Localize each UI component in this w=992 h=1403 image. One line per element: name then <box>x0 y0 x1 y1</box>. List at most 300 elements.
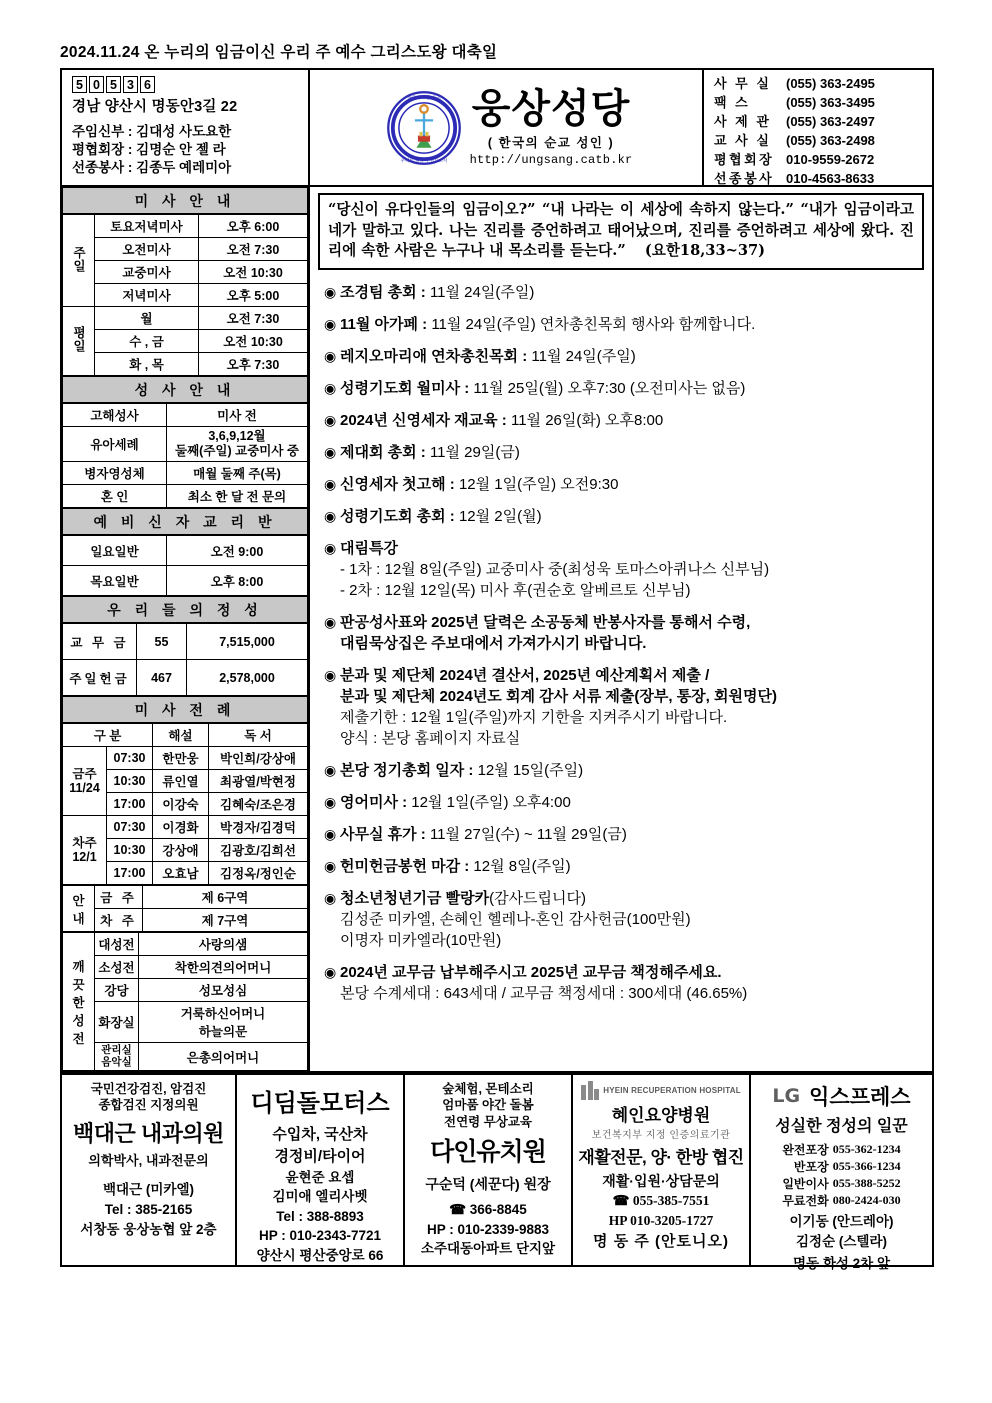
parish-title-block <box>310 70 704 185</box>
mass-time: 오전 7:30 <box>199 307 308 330</box>
left-info-column <box>62 187 310 1071</box>
ad-business-name: 혜인요양병원 <box>611 1106 711 1126</box>
usher-when: 차 주 <box>95 909 143 932</box>
offering-amount: 2,578,000 <box>187 660 308 696</box>
announcement-subline: 양식 : 본당 홈페이지 자료실 <box>340 730 521 748</box>
announcement-detail: (감사드립니다) <box>489 890 587 908</box>
cleaning-table <box>62 932 308 1071</box>
offering-amount: 7,515,000 <box>187 624 308 660</box>
announcement-detail: 11월 27일(수) ~ 11월 29일(금) <box>429 826 627 844</box>
rate-label: 무료전화 <box>782 1194 829 1209</box>
catechism-label: 목요일반 <box>63 566 167 596</box>
table-row <box>63 660 308 696</box>
gospel-quote-box <box>318 193 924 270</box>
contact-label: 평협회장 <box>714 151 775 167</box>
liturgy-table <box>62 723 308 885</box>
rate-phone: 055-388-5252 <box>832 1176 901 1191</box>
catechism-value: 오전 9:00 <box>167 536 308 566</box>
table-row <box>63 261 308 284</box>
bullet-icon: ◉ <box>324 794 337 811</box>
liturgy-col-commentator: 해설 <box>153 724 209 747</box>
weekday-label: 평일 <box>63 307 95 376</box>
list-item <box>324 824 922 845</box>
parish-staff-list <box>72 123 308 176</box>
table-row <box>63 886 308 909</box>
announcement-body <box>340 282 534 303</box>
announcement-body <box>340 665 777 749</box>
mass-time: 오전 7:30 <box>199 238 308 261</box>
bullet-icon: ◉ <box>324 826 337 843</box>
announcement-title: 조경팀 총회 : <box>340 284 430 302</box>
announcement-body <box>340 792 571 813</box>
zip-digit: 3 <box>123 76 138 93</box>
liturgy-col-division: 구 분 <box>63 724 153 747</box>
bullet-icon: ◉ <box>324 540 337 557</box>
announcement-detail: 12월 1일(주일) 오전9:30 <box>458 476 619 494</box>
svg-text:한국의 모든 순교: 한국의 모든 순교 <box>406 95 441 101</box>
contact-value: (055) 363-2495 <box>786 76 875 91</box>
liturgy-commentator: 류인열 <box>153 770 209 793</box>
announcement-subline: 김성준 미카엘, 손혜인 헬레나-혼인 감사헌금(100만원) <box>340 911 691 929</box>
ad-baekdaegeun-clinic[interactable] <box>62 1075 237 1265</box>
liturgy-time: 07:30 <box>107 747 153 770</box>
ad-logo-row <box>754 1081 929 1111</box>
parish-address: 경남 양산시 명동안3길 22 <box>72 99 238 115</box>
week-date: 12/1 <box>72 850 97 864</box>
catechism-label: 일요일반 <box>63 536 167 566</box>
parish-website-link[interactable]: http://ungsang.catb.kr <box>469 152 633 167</box>
liturgy-readers: 김정옥/정인순 <box>209 862 308 885</box>
announcement-title: 성령기도회 월미사 : <box>340 380 474 398</box>
table-row <box>63 404 308 427</box>
contact-label: 교 사 실 <box>714 132 772 148</box>
announcement-subline: 대림묵상집은 주보대에서 가져가시기 바랍니다. <box>340 635 647 653</box>
announcement-subline: 제출기한 : 12월 1일(주일)까지 기한을 지켜주시기 바랍니다. <box>340 709 728 727</box>
list-item <box>324 792 922 813</box>
cleaning-group-line2: 하늘의문 <box>198 1025 248 1039</box>
mass-name: 화 , 목 <box>95 353 199 376</box>
announcement-detail: 11월 29일(금) <box>429 444 520 462</box>
table-row <box>63 536 308 566</box>
announcement-title: 2024년 교무금 납부해주시고 2025년 교무금 책정해주세요. <box>340 964 722 982</box>
cleaning-group: 성모성심 <box>139 979 308 1002</box>
bullet-icon: ◉ <box>324 316 337 333</box>
staff-line: 주임신부 : 김대성 사도요한 <box>72 124 232 139</box>
liturgy-readers: 박인희/강상애 <box>209 747 308 770</box>
usher-zone: 제 6구역 <box>143 886 308 909</box>
table-row <box>63 566 308 596</box>
table-row <box>63 1043 308 1071</box>
ad-certification: 보건복지부 지정 인증의료기관 <box>591 1130 731 1142</box>
masthead <box>62 70 932 185</box>
ad-service-line1: 수입차, 국산차 <box>272 1126 368 1144</box>
staff-line: 선종봉사 : 김종두 예레미아 <box>72 159 232 175</box>
offering-table <box>62 623 308 696</box>
rate-label: 완전포장 <box>782 1143 829 1158</box>
contact-label: 선종봉사 <box>714 170 775 186</box>
offering-label: 교 무 금 <box>63 624 137 660</box>
catechism-table <box>62 535 308 596</box>
ad-mobile: HP : 010-2339-9883 <box>426 1221 550 1237</box>
list-item <box>324 856 922 877</box>
sacrament-value: 최소 한 달 전 문의 <box>167 485 308 508</box>
cleaning-place: 관리실 음악실 <box>95 1043 139 1071</box>
announcement-detail: 12월 1일(주일) 오후4:00 <box>411 794 571 812</box>
zip-digit: 0 <box>89 76 104 93</box>
contact-row <box>714 170 875 189</box>
mass-name: 토요저녁미사 <box>95 215 199 238</box>
ad-contact-person1: 윤현준 요셉 <box>285 1169 355 1185</box>
sacrament-label: 혼 인 <box>63 485 167 508</box>
announcement-detail: 12월 2일(월) <box>458 508 542 526</box>
sacrament-label: 유아세례 <box>63 427 167 462</box>
week-label: 금주 <box>72 766 97 781</box>
table-row <box>63 353 308 376</box>
offering-title: 우 리 들 의 정 성 <box>62 596 308 623</box>
list-item <box>324 760 922 781</box>
liturgy-col-readers: 독 서 <box>209 724 308 747</box>
liturgy-commentator: 한만웅 <box>153 747 209 770</box>
ad-phone: ☎ 366-8845 <box>449 1202 527 1218</box>
ad-mobile: HP : 010-2343-7721 <box>258 1228 382 1244</box>
contact-label: 팩 스 <box>714 94 751 110</box>
lg-logo-icon: LG <box>772 1085 801 1108</box>
sacrament-guide-table <box>62 403 308 508</box>
mass-time: 오전 10:30 <box>199 261 308 284</box>
ad-rate-table <box>780 1141 902 1209</box>
mass-name: 저녁미사 <box>95 284 199 307</box>
right-content-column <box>310 187 932 1071</box>
cleaning-label: 깨 끗 한 성 전 <box>63 933 95 1071</box>
mass-name: 교중미사 <box>95 261 199 284</box>
cleaning-group-line1: 거룩하신어머니 <box>180 1007 266 1021</box>
sacrament-value: 매월 둘째 주(목) <box>167 462 308 485</box>
ad-tagline-line1: 숲체험, 몬테소리 <box>442 1082 534 1097</box>
contact-block <box>704 70 932 185</box>
mass-name: 월 <box>95 307 199 330</box>
bullet-icon: ◉ <box>324 667 337 684</box>
announcement-title: 레지오마리애 연차총친목회 : <box>340 348 532 366</box>
bullet-icon: ◉ <box>324 858 337 875</box>
announcement-title: 판공성사표와 2025년 달력은 소공동체 반봉사자를 통해서 수령, <box>340 614 751 632</box>
cleaning-group: 착한의견의어머니 <box>139 956 308 979</box>
table-row <box>780 1141 902 1158</box>
bulletin-body <box>62 185 932 1071</box>
cleaning-group <box>139 1002 308 1043</box>
ad-english-name: HYEIN RECUPERATION HOSPITAL <box>603 1086 741 1096</box>
bullet-icon: ◉ <box>324 412 337 429</box>
ad-mobile: HP 010-3205-1727 <box>608 1212 714 1228</box>
sunday-label: 주일 <box>63 215 95 307</box>
cleaning-place: 소성전 <box>95 956 139 979</box>
list-item <box>324 538 922 601</box>
ad-business-name: 디딤돌모터스 <box>250 1090 390 1118</box>
table-row <box>63 215 308 238</box>
announcement-title: 사무실 휴가 : <box>340 826 430 844</box>
bulletin-frame <box>60 68 934 1073</box>
list-item <box>324 962 922 1004</box>
ad-location: 소주대동아파트 단지앞 <box>420 1241 556 1257</box>
liturgy-readers: 김광호/김희선 <box>209 839 308 862</box>
announcement-title: 헌미헌금봉헌 마감 : <box>340 858 474 876</box>
catechism-title: 예 비 신 자 교 리 반 <box>62 508 308 535</box>
announcement-detail: 11월 25일(월) 오후7:30 (오전미사는 없음) <box>473 380 746 398</box>
announcement-title: 청소년청년기금 빨랑카 <box>340 890 490 908</box>
table-row <box>63 238 308 261</box>
cleaning-place: 강당 <box>95 979 139 1002</box>
bullet-icon: ◉ <box>324 964 337 981</box>
page-date-title: 2024.11.24 온 누리의 임금이신 우리 주 예수 그리스도왕 대축일 <box>60 44 498 61</box>
sacrament-value <box>167 427 308 462</box>
announcement-body <box>340 888 691 951</box>
bullet-icon: ◉ <box>324 380 337 397</box>
bullet-icon: ◉ <box>324 476 337 493</box>
liturgy-time: 17:00 <box>107 862 153 885</box>
bullet-icon: ◉ <box>324 614 337 631</box>
sacrament-value-line1: 3,6,9,12월 <box>208 429 266 443</box>
parish-subtitle: ( 한국의 순교 성인 ) <box>487 135 615 150</box>
ad-tagline-line2: 엄마품 야간 돌봄 <box>442 1098 534 1113</box>
zip-digit: 5 <box>106 76 121 93</box>
ad-hyein-hospital[interactable] <box>573 1075 751 1265</box>
ad-consult-line: 재활·입원·상담문의 <box>602 1173 720 1190</box>
sacrament-value: 미사 전 <box>167 404 308 427</box>
gospel-reference: (요한18,33~37) <box>644 242 766 260</box>
svg-text:우리를 위하여 빌으소서: 우리를 위하여 빌으소서 <box>400 158 447 164</box>
parish-address-block <box>62 70 310 185</box>
announcement-body <box>340 856 571 877</box>
ad-location: 양산시 평산중앙로 66 <box>256 1247 384 1263</box>
ad-phone: Tel : 388-8893 <box>276 1208 364 1224</box>
liturgy-time: 10:30 <box>107 839 153 862</box>
zip-digit: 5 <box>72 76 87 93</box>
table-row <box>780 1158 902 1175</box>
contact-value: 010-4563-8633 <box>786 170 875 186</box>
announcement-subline: - 2차 : 12월 12일(목) 미사 후(권순호 알베르토 신부님) <box>340 582 691 600</box>
list-item <box>324 282 922 303</box>
ad-tagline-line1: 국민건강검진, 암검진 <box>90 1082 207 1097</box>
mass-time: 오후 5:00 <box>199 284 308 307</box>
announcement-title: 2024년 신영세자 재교육 : <box>340 412 511 430</box>
bullet-icon: ◉ <box>324 284 337 301</box>
announcement-body <box>340 314 755 335</box>
table-row <box>63 427 308 462</box>
mass-name: 수 , 금 <box>95 330 199 353</box>
ad-phone: ☎ 055-385-7551 <box>612 1193 710 1209</box>
sacrament-guide-title: 성 사 안 내 <box>62 376 308 403</box>
mass-time: 오전 10:30 <box>199 330 308 353</box>
liturgy-readers: 김혜숙/조은경 <box>209 793 308 816</box>
ad-contact-person: 명 동 주 (안토니오) <box>593 1232 729 1250</box>
advertisement-strip <box>60 1073 934 1272</box>
announcement-body <box>340 506 542 527</box>
liturgy-commentator: 이경화 <box>153 816 209 839</box>
usher-zone: 제 7구역 <box>143 909 308 932</box>
rate-phone: 080-2424-030 <box>832 1193 901 1208</box>
liturgy-time: 10:30 <box>107 770 153 793</box>
ad-credential: 의학박사, 내과전문의 <box>88 1152 209 1168</box>
liturgy-commentator: 강상애 <box>153 839 209 862</box>
ad-contact-person2: 김미애 엘리사벳 <box>272 1189 368 1205</box>
offering-label: 주일헌금 <box>63 660 137 696</box>
table-row <box>63 284 308 307</box>
announcement-detail: 11월 26일(화) 오후8:00 <box>510 412 664 430</box>
contact-value: (055) 363-2498 <box>786 132 875 148</box>
table-row <box>63 307 308 330</box>
list-item <box>324 665 922 749</box>
list-item <box>324 506 922 527</box>
announcement-body <box>340 346 636 367</box>
bullet-icon: ◉ <box>324 348 337 365</box>
contact-value: 010-9559-2672 <box>786 151 875 167</box>
announcement-title: 제대회 총회 : <box>340 444 430 462</box>
usher-table <box>62 885 308 932</box>
contact-value: (055) 363-3495 <box>786 94 875 110</box>
contact-row <box>714 113 875 132</box>
table-row <box>63 979 308 1002</box>
catechism-value: 오후 8:00 <box>167 566 308 596</box>
ad-location: 서창동 웅상농협 앞 2층 <box>80 1221 217 1237</box>
ad-didimdol-motors[interactable] <box>237 1075 405 1265</box>
bullet-icon: ◉ <box>324 508 337 525</box>
ad-specialty: 재활전문, 양· 한방 협진 <box>578 1148 744 1168</box>
contact-value: (055) 363-2497 <box>786 113 875 129</box>
announcement-detail: 12월 8일(주일) <box>473 858 571 876</box>
ad-contact-person2: 김정순 (스텔라) <box>796 1233 887 1249</box>
table-row <box>63 462 308 485</box>
announcement-detail: 11월 24일(주일) 연차총친목회 행사와 함께합니다. <box>431 316 756 334</box>
liturgy-time: 17:00 <box>107 793 153 816</box>
table-row <box>780 1175 902 1192</box>
offering-count: 55 <box>137 624 187 660</box>
liturgy-readers: 박경자/김경덕 <box>209 816 308 839</box>
ad-tagline-line2: 종합검진 지정의원 <box>98 1098 199 1113</box>
table-row <box>63 909 308 932</box>
table-row <box>63 485 308 508</box>
list-item <box>324 474 922 495</box>
table-header-row <box>63 724 308 747</box>
table-row <box>63 933 308 956</box>
announcement-body <box>340 824 627 845</box>
cleaning-group: 사랑의샘 <box>139 933 308 956</box>
rate-label: 일반이사 <box>782 1177 829 1192</box>
table-row <box>63 816 308 839</box>
table-row <box>63 1002 308 1043</box>
announcement-subline: 본당 수계세대 : 643세대 / 교무금 책정세대 : 300세대 (46.65%) <box>340 985 748 1003</box>
announcement-list <box>310 274 932 1004</box>
ad-logo-row <box>576 1081 746 1100</box>
staff-line: 평협회장 : 김명순 안 젤 라 <box>72 141 226 157</box>
ad-service-line2: 경정비/타이어 <box>274 1147 366 1165</box>
announcement-body <box>340 410 663 431</box>
parish-name: 웅상성당 <box>471 85 631 132</box>
liturgy-readers: 최광열/박현정 <box>209 770 308 793</box>
announcement-title: 신영세자 첫고해 : <box>340 476 459 494</box>
list-item <box>324 314 922 335</box>
table-row <box>63 747 308 770</box>
liturgy-commentator: 오효남 <box>153 862 209 885</box>
announcement-title: 본당 정기총회 일자 : <box>340 762 478 780</box>
announcement-detail: 11월 24일(주일) <box>429 284 535 302</box>
liturgy-week-next <box>63 816 107 885</box>
ad-contact-person: 백대근 (미카엘) <box>103 1182 194 1198</box>
announcement-title: 영어미사 : <box>340 794 412 812</box>
contact-row <box>714 94 875 113</box>
ad-slogan: 성실한 정성의 일꾼 <box>775 1118 908 1136</box>
announcement-subline: 분과 및 제단체 2024년도 회계 감사 서류 제출(장부, 통장, 회원명단) <box>340 688 777 706</box>
announcement-body <box>340 378 745 399</box>
announcement-title: 대림특강 <box>340 540 398 558</box>
announcement-body <box>340 760 583 781</box>
offering-count: 467 <box>137 660 187 696</box>
hyein-logo-icon <box>581 1081 599 1100</box>
contact-row <box>714 151 875 170</box>
week-date: 11/24 <box>69 781 100 795</box>
ad-contact-person1: 이기동 (안드레아) <box>789 1214 894 1230</box>
parish-seal-icon <box>386 90 462 166</box>
announcement-body <box>340 612 750 654</box>
contact-row <box>714 132 875 151</box>
bullet-icon: ◉ <box>324 762 337 779</box>
announcement-body <box>340 442 520 463</box>
ad-phone: Tel : 385-2165 <box>104 1202 193 1217</box>
ad-dain-kindergarten[interactable] <box>405 1075 573 1265</box>
ad-lg-express[interactable] <box>751 1075 932 1272</box>
liturgy-commentator: 이강숙 <box>153 793 209 816</box>
usher-label: 안 내 <box>63 886 95 932</box>
list-item <box>324 378 922 399</box>
announcement-detail: 11월 24일(주일) <box>531 348 636 366</box>
list-item <box>324 346 922 367</box>
usher-when: 금 주 <box>95 886 143 909</box>
sacrament-value-line2: 둘째(주일) 교중미사 중 <box>175 444 299 458</box>
mass-name: 오전미사 <box>95 238 199 261</box>
announcement-body <box>340 962 747 1004</box>
sacrament-label: 병자영성체 <box>63 462 167 485</box>
mass-time: 오후 7:30 <box>199 353 308 376</box>
announcement-title: 성령기도회 총회 : <box>340 508 459 526</box>
table-row <box>63 956 308 979</box>
ad-director: 구순덕 (세꾼다) 원장 <box>425 1175 551 1192</box>
contact-label: 사 제 관 <box>714 113 772 129</box>
announcement-body <box>340 474 618 495</box>
mass-guide-title: 미 사 안 내 <box>62 187 308 214</box>
list-item <box>324 612 922 654</box>
table-row <box>780 1192 902 1209</box>
contact-label: 사 무 실 <box>714 76 772 91</box>
rate-phone: 055-366-1234 <box>832 1159 901 1174</box>
rate-phone: 055-362-1234 <box>832 1142 901 1157</box>
zip-code <box>72 76 308 93</box>
ad-business-name: 백대근 내과의원 <box>73 1120 224 1146</box>
list-item <box>324 410 922 431</box>
bullet-icon: ◉ <box>324 444 337 461</box>
announcement-body <box>340 538 769 601</box>
announcement-subline: 이명자 미카엘라(10만원) <box>340 932 502 950</box>
announcement-title: 분과 및 제단체 2024년 결산서, 2025년 예산계획서 제출 / <box>340 667 710 685</box>
zip-digit: 6 <box>140 76 155 93</box>
mass-time: 오후 6:00 <box>199 215 308 238</box>
cleaning-place: 화장실 <box>95 1002 139 1043</box>
ad-business-name: 익스프레스 <box>809 1086 911 1110</box>
ad-tagline-line3: 전연령 무상교육 <box>444 1114 532 1129</box>
ad-business-name: 다인유치원 <box>430 1136 546 1166</box>
bullet-icon: ◉ <box>324 890 337 907</box>
table-row <box>63 624 308 660</box>
mass-guide-table <box>62 214 308 376</box>
ad-location: 명동 화성 2차 앞 <box>792 1256 890 1272</box>
announcement-detail: 12월 15일(주일) <box>477 762 584 780</box>
